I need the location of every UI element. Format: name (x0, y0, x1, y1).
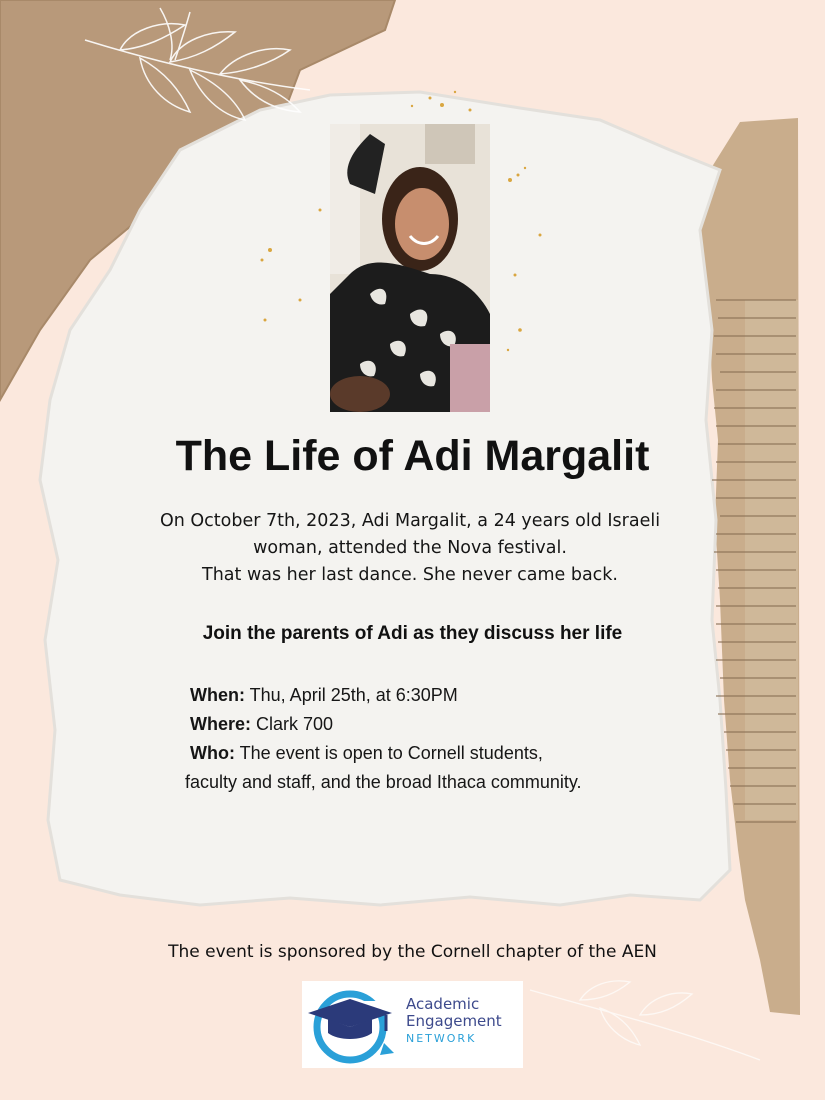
faint-leaf-decoration (530, 981, 760, 1060)
sponsor-text: The event is sponsored by the Cornell chapter of the AEN (168, 942, 657, 962)
intro-line: On October 7th, 2023, Adi Margalit, a 24 years old Israeli (159, 511, 661, 531)
portrait-photo (330, 124, 490, 412)
when-row (185, 681, 705, 710)
aen-logo (302, 981, 523, 1068)
page-title: The Life of Adi Margalit (175, 432, 650, 480)
event-details (185, 681, 705, 797)
intro-paragraph (120, 508, 700, 589)
who-row (185, 739, 705, 768)
graduation-cap-icon (302, 981, 406, 1068)
intro-line: That was her last dance. She never came back. (202, 565, 618, 585)
logo-line-engagement: Engagement (406, 1012, 502, 1030)
who-value: The event is open to Cornell students, (234, 743, 543, 763)
where-value: Clark 700 (251, 714, 334, 734)
who-label: Who: (190, 743, 235, 763)
where-row (185, 710, 705, 739)
intro-line: woman, attended the Nova festival. (253, 538, 567, 558)
where-label: Where: (190, 714, 252, 734)
when-value: Thu, April 25th, at 6:30PM (244, 685, 458, 705)
logo-line-network: NETWORK (406, 1032, 477, 1045)
join-heading: Join the parents of Adi as they discuss her life (202, 623, 623, 644)
when-label: When: (190, 685, 245, 705)
logo-line-academic: Academic (406, 995, 480, 1013)
logo-text (406, 996, 502, 1047)
who-value-continued: faculty and staff, and the broad Ithaca community. (185, 772, 582, 792)
